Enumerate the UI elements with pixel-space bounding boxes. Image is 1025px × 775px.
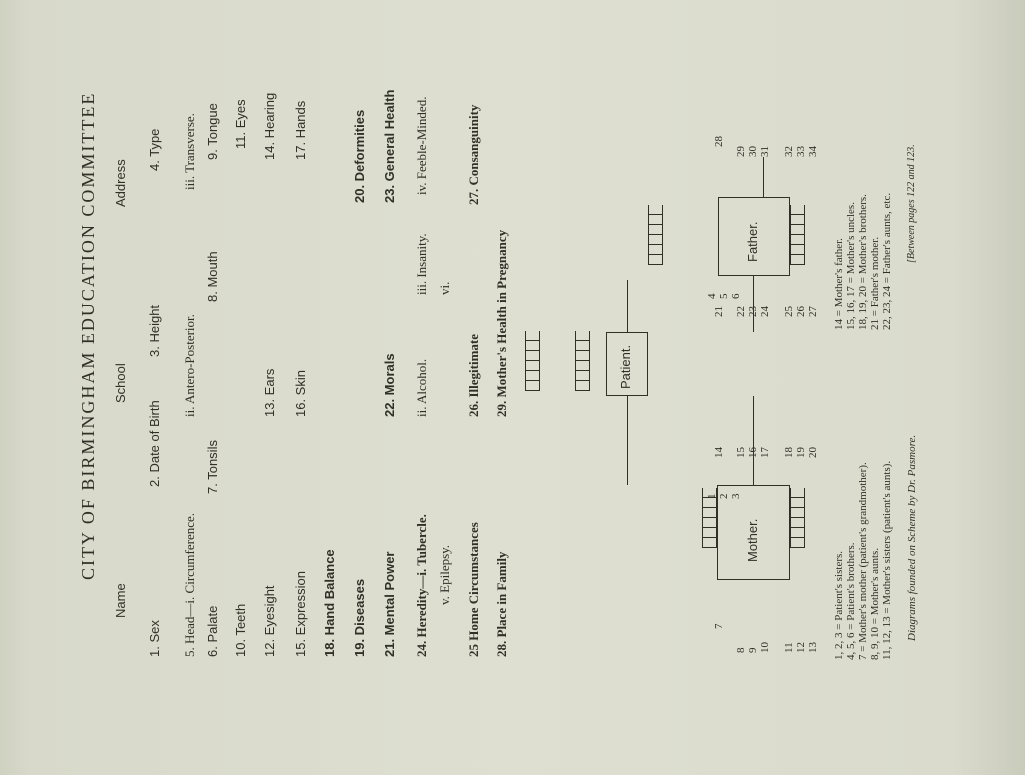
item-height: 3. Height: [147, 304, 162, 357]
connector: [525, 390, 539, 391]
item-hands: 17. Hands: [293, 100, 308, 160]
num-6: 6: [730, 293, 742, 299]
num-26: 26: [795, 306, 807, 317]
patient-label: Patient.: [618, 344, 633, 389]
num-5: 5: [718, 293, 730, 299]
num-9: 9: [747, 647, 759, 653]
item-head: 5. Head—i. Circumference.: [182, 512, 197, 657]
item-heredity-epilepsy: v. Epilepsy.: [437, 544, 452, 605]
num-20: 20: [807, 447, 819, 458]
num-27: 27: [807, 306, 819, 317]
item-heredity: 24. Heredity—i. Tubercle.: [414, 514, 429, 657]
ladder-rung: [575, 360, 589, 361]
connector: [702, 547, 717, 548]
mother-label: Mother.: [745, 518, 760, 562]
item-teeth: 10. Teeth: [233, 603, 248, 657]
connector: [648, 264, 662, 265]
item-sex: 1. Sex: [147, 620, 162, 657]
ladder-rung: [525, 340, 539, 341]
num-34: 34: [807, 146, 819, 157]
ladder-rung: [648, 224, 662, 225]
num-31: 31: [759, 146, 771, 157]
num-8: 8: [735, 647, 747, 653]
connector: [790, 547, 805, 548]
item-expression: 15. Expression: [293, 571, 308, 657]
ladder-rung: [790, 537, 804, 538]
legend-10: 22, 23, 24 = Father's aunts, etc.: [881, 192, 893, 330]
num-25: 25: [783, 306, 795, 317]
item-hearing: 14. Hearing: [262, 92, 277, 160]
num-18: 18: [783, 447, 795, 458]
num-3: 3: [730, 493, 742, 499]
item-place-in-family: 28. Place in Family: [494, 551, 509, 657]
ladder-rung: [525, 370, 539, 371]
ladder-rung: [790, 244, 804, 245]
num-28: 28: [713, 136, 725, 147]
legend-7: 15, 16, 17 = Mother's uncles.: [845, 202, 857, 330]
item-illegitimate: 26. Illegitimate: [466, 333, 481, 417]
connector: [662, 205, 663, 265]
mother-box: [717, 485, 790, 580]
form-title: CITY OF BIRMINGHAM EDUCATION COMMITTEE: [78, 91, 98, 580]
num-10: 10: [759, 642, 771, 653]
ladder-rung: [648, 254, 662, 255]
ladder-rung: [790, 234, 804, 235]
item-diseases: 19. Diseases: [352, 578, 367, 657]
item-type: 4. Type: [147, 128, 162, 171]
legend-1: 1, 2, 3 = Patient's sisters.: [833, 550, 845, 660]
connector: [753, 276, 754, 332]
num-7: 7: [713, 623, 725, 629]
connector: [627, 396, 628, 485]
item-home-circumstances: 25 Home Circumstances: [466, 522, 481, 657]
num-11: 11: [783, 642, 795, 653]
ladder-rung: [575, 380, 589, 381]
num-19: 19: [795, 447, 807, 458]
item-heredity-insanity: iii. Insanity.: [414, 233, 429, 295]
num-32: 32: [783, 146, 795, 157]
ladder-rung: [648, 234, 662, 235]
ladder-rung: [790, 507, 804, 508]
num-12: 12: [795, 642, 807, 653]
num-14: 14: [713, 447, 725, 458]
num-13: 13: [807, 642, 819, 653]
num-2: 2: [718, 493, 730, 499]
item-mouth: 8. Mouth: [205, 251, 220, 302]
connector: [575, 390, 589, 391]
item-consanguinity: 27. Consanguinity: [466, 104, 481, 205]
item-ears: 13. Ears: [262, 368, 277, 417]
father-box: [718, 197, 790, 276]
item-morals: 22. Morals: [382, 353, 397, 417]
ladder-rung: [702, 527, 716, 528]
item-heredity-alcohol: ii. Alcohol.: [414, 358, 429, 417]
connector: [627, 280, 628, 332]
item-heredity-feeble-minded: iv. Feeble-Minded.: [414, 96, 429, 195]
ladder-rung: [648, 214, 662, 215]
num-30: 30: [747, 146, 759, 157]
address-label: Address: [113, 159, 128, 207]
legend-6: 14 = Mother's father.: [833, 238, 845, 330]
legend-9: 21 = Father's mother.: [869, 236, 881, 330]
num-24: 24: [759, 306, 771, 317]
ladder-rung: [525, 380, 539, 381]
item-palate: 6. Palate: [205, 605, 220, 657]
ladder-rung: [525, 350, 539, 351]
ladder-rung: [790, 527, 804, 528]
ladder-rung: [790, 497, 804, 498]
num-33: 33: [795, 146, 807, 157]
num-4: 4: [706, 293, 718, 299]
item-date-of-birth: 2. Date of Birth: [147, 400, 162, 487]
ladder-rung: [790, 517, 804, 518]
footnote-pages: [Between pages 122 and 123.: [906, 144, 917, 263]
footnote-scheme: Diagrams founded on Scheme by Dr. Pasmore.: [906, 434, 918, 641]
legend-3: 7 = Mother's mother (patient's grandmother).: [857, 462, 869, 660]
ladder-rung: [790, 224, 804, 225]
father-label: Father.: [745, 221, 760, 262]
school-label: School: [113, 363, 128, 403]
item-heredity-vi: vi.: [437, 281, 452, 295]
ladder-rung: [790, 254, 804, 255]
legend-5: 11, 12, 13 = Mother's sisters (patient's aunts).: [881, 460, 893, 660]
num-1: 1: [706, 493, 718, 499]
ladder-rung: [575, 340, 589, 341]
connector: [589, 331, 590, 391]
item-head-transverse: iii. Transverse.: [182, 113, 197, 190]
item-mothers-health: 29. Mother's Health in Pregnancy: [494, 229, 509, 417]
ladder-rung: [575, 350, 589, 351]
num-15: 15: [735, 447, 747, 458]
ladder-rung: [702, 507, 716, 508]
connector: [539, 331, 540, 391]
connector: [804, 205, 805, 265]
num-21: 21: [713, 306, 725, 317]
num-23: 23: [747, 306, 759, 317]
connector: [804, 488, 805, 548]
item-deformities: 20. Deformities: [352, 109, 367, 203]
item-tonsils: 7. Tonsils: [205, 440, 220, 494]
legend-4: 8, 9, 10 = Mother's aunts.: [869, 547, 881, 660]
num-29: 29: [735, 146, 747, 157]
item-hand-balance: 18. Hand Balance: [322, 549, 337, 657]
legend-8: 18, 19, 20 = Mother's brothers.: [857, 194, 869, 330]
item-eyes: 11. Eyes: [233, 99, 248, 149]
ladder-rung: [525, 360, 539, 361]
ladder-rung: [790, 214, 804, 215]
num-22: 22: [735, 306, 747, 317]
item-tongue: 9. Tongue: [205, 103, 220, 160]
ladder-rung: [702, 537, 716, 538]
item-skin: 16. Skin: [293, 370, 308, 417]
item-eyesight: 12. Eyesight: [262, 585, 277, 657]
num-16: 16: [747, 447, 759, 458]
item-head-ap: ii. Antero-Posterior.: [182, 314, 197, 417]
connector: [763, 157, 764, 197]
connector: [790, 264, 805, 265]
connector: [753, 396, 754, 485]
num-17: 17: [759, 447, 771, 458]
name-label: Name: [113, 583, 128, 618]
ladder-rung: [648, 244, 662, 245]
item-general-health: 23. General Health: [382, 89, 397, 203]
legend-2: 4, 5, 6 = Patient's brothers.: [845, 542, 857, 660]
item-mental-power: 21. Mental Power: [382, 551, 397, 657]
patient-box: [606, 332, 648, 396]
ladder-rung: [702, 517, 716, 518]
ladder-rung: [575, 370, 589, 371]
